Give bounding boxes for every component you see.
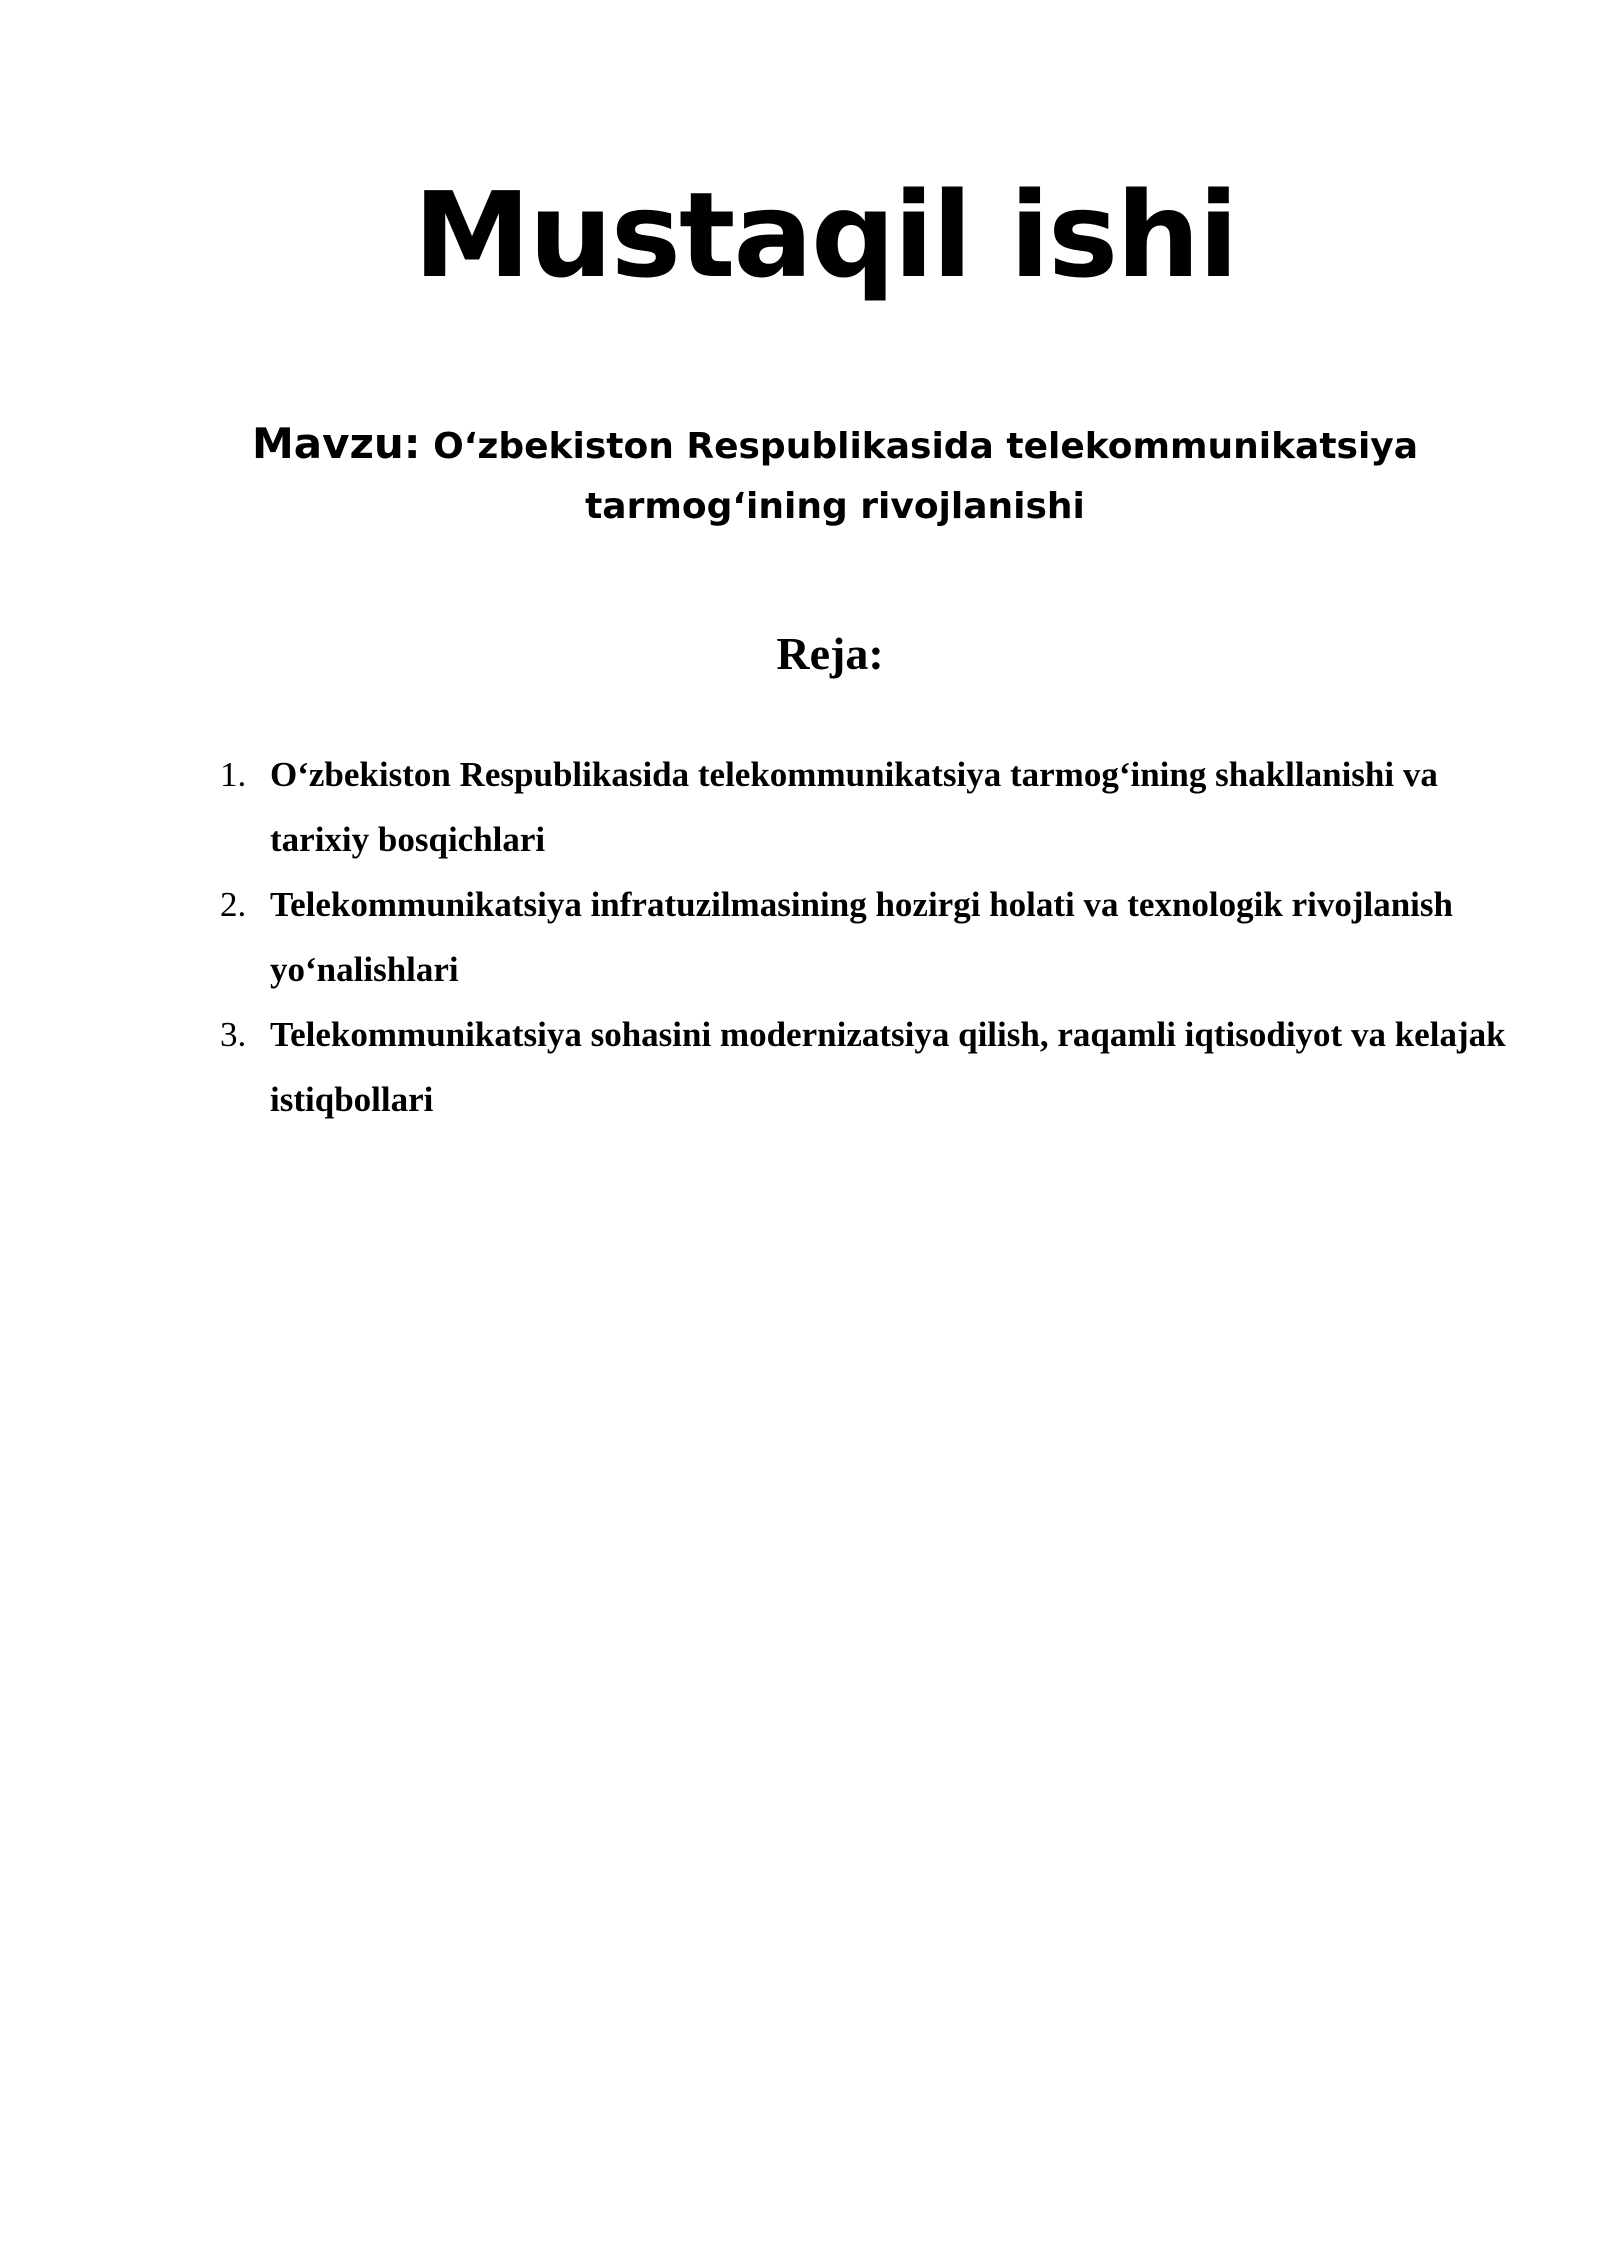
plan-item-number: 1. — [220, 755, 247, 794]
plan-item-text: O‘zbekiston Respublikasida telekommunikatsiya tarmog‘ining shakllanishi va tarixiy bosqichlari — [270, 755, 1438, 859]
plan-item — [200, 742, 1520, 872]
plan-item-text: Telekommunikatsiya sohasini modernizatsiya qilish, raqamli iqtisodiyot va kelajak istiqbollari — [270, 1015, 1506, 1119]
plan-item — [200, 872, 1520, 1002]
plan-item-number: 3. — [220, 1015, 247, 1054]
plan-item-number: 2. — [220, 885, 247, 924]
plan-list — [200, 742, 1520, 1132]
plan-item-text: Telekommunikatsiya infratuzilmasining hozirgi holati va texnologik rivojlanish yo‘nalishlari — [270, 885, 1453, 989]
document-title: Mustaqil ishi — [413, 166, 1237, 304]
topic-text: O‘zbekiston Respublikasida telekommunikatsiya tarmog‘ining rivojlanishi — [433, 426, 1419, 527]
topic-label: Mavzu: — [251, 419, 421, 468]
plan-item — [200, 1002, 1520, 1132]
topic-line — [190, 414, 1480, 537]
plan-heading: Reja: — [776, 628, 884, 679]
